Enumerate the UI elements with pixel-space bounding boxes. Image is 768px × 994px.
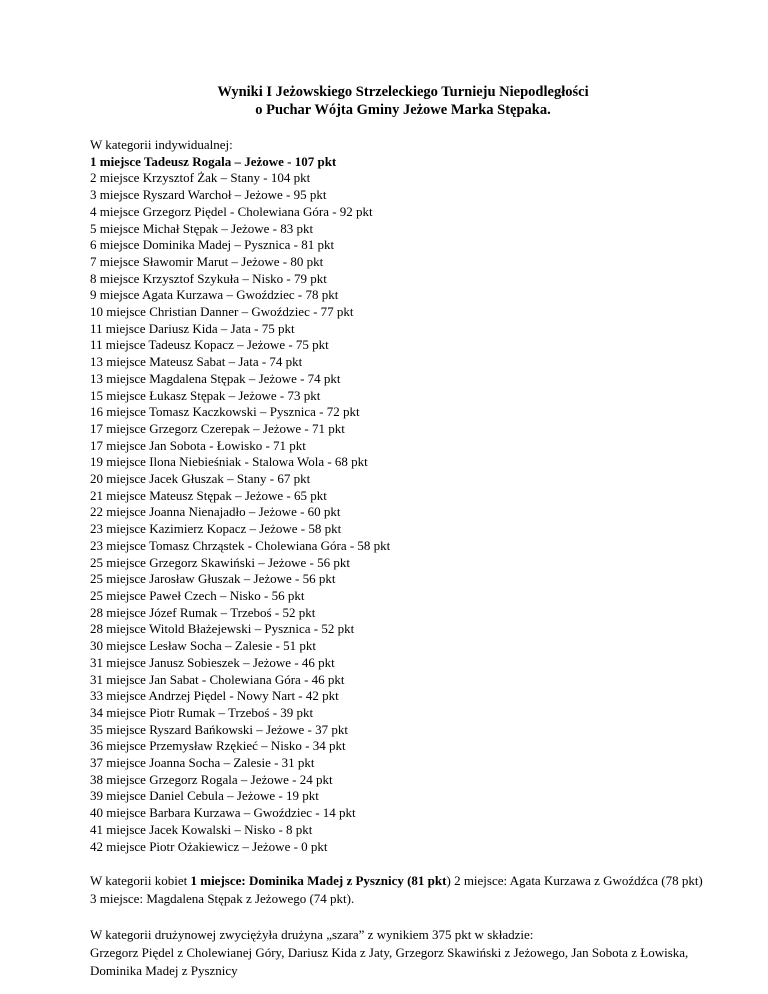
result-row: 9 miejsce Agata Kurzawa – Gwoździec - 78 pkt (90, 287, 339, 303)
result-row: 19 miejsce Ilona Niebieśniak - Stalowa Wola - 68 pkt (90, 454, 368, 470)
result-row: 23 miejsce Tomasz Chrząstek - Cholewiana Góra - 58 pkt (90, 537, 391, 553)
result-row: 1 miejsce Tadeusz Rogala – Jeżowe - 107 pkt (90, 153, 337, 169)
result-row: 17 miejsce Jan Sobota - Łowisko - 71 pkt (90, 437, 306, 453)
result-row: 2 miejsce Krzysztof Żak – Stany - 104 pkt (90, 170, 311, 186)
result-row: 39 miejsce Daniel Cebula – Jeżowe - 19 pkt (90, 788, 319, 804)
result-row: 6 miejsce Dominika Madej – Pysznica - 81 pkt (90, 237, 335, 253)
result-row: 7 miejsce Sławomir Marut – Jeżowe - 80 pkt (90, 253, 324, 269)
title-line-2: o Puchar Wójta Gminy Jeżowe Marka Stępaka. (255, 102, 551, 118)
individual-results (90, 137, 710, 855)
title-line-1: Wyniki I Jeżowskiego Strzeleckiego Turnieju Niepodległości (217, 84, 589, 100)
result-row: 11 miejsce Dariusz Kida – Jata - 75 pkt (90, 320, 295, 336)
women-winner: 1 miejsce: Dominika Madej z Pysznicy (81 pkt (190, 873, 447, 889)
result-row: 13 miejsce Mateusz Sabat – Jata - 74 pkt (90, 354, 303, 370)
result-row: 10 miejsce Christian Danner – Gwoździec - 77 pkt (90, 304, 354, 320)
document-title (90, 83, 710, 119)
result-row: 25 miejsce Grzegorz Skawiński – Jeżowe - 56 pkt (90, 554, 350, 570)
result-row: 22 miejsce Joanna Nienajadło – Jeżowe - 60 pkt (90, 504, 341, 520)
result-row: 21 miejsce Mateusz Stępak – Jeżowe - 65 pkt (90, 487, 327, 503)
result-row: 36 miejsce Przemysław Rzękieć – Nisko - 34 pkt (90, 738, 346, 754)
result-row: 31 miejsce Jan Sabat - Cholewiana Góra - 46 pkt (90, 671, 345, 687)
result-row: 23 miejsce Kazimierz Kopacz – Jeżowe - 58 pkt (90, 521, 342, 537)
result-row: 37 miejsce Joanna Socha – Zalesie - 31 pkt (90, 755, 315, 771)
team-category-paragraph (90, 926, 710, 981)
result-row: 28 miejsce Józef Rumak – Trzeboś - 52 pkt (90, 604, 316, 620)
result-row: 25 miejsce Paweł Czech – Nisko - 56 pkt (90, 587, 305, 603)
result-row: 11 miejsce Tadeusz Kopacz – Jeżowe - 75 pkt (90, 337, 329, 353)
individual-heading: W kategorii indywidualnej: (90, 137, 233, 152)
result-row: 40 miejsce Barbara Kurzawa – Gwoździec - 14 pkt (90, 805, 356, 821)
result-row: 42 miejsce Piotr Ożakiewicz – Jeżowe - 0 pkt (90, 838, 328, 854)
result-row: 31 miejsce Janusz Sobieszek – Jeżowe - 46 pkt (90, 654, 335, 670)
document-page (90, 83, 710, 980)
result-row: 13 miejsce Magdalena Stępak – Jeżowe - 74 pkt (90, 370, 341, 386)
result-row: 16 miejsce Tomasz Kaczkowski – Pysznica - 72 pkt (90, 404, 360, 420)
result-row: 28 miejsce Witold Błażejewski – Pysznica - 52 pkt (90, 621, 355, 637)
result-row: 41 miejsce Jacek Kowalski – Nisko - 8 pkt (90, 821, 313, 837)
women-category-paragraph (90, 872, 710, 908)
result-row: 20 miejsce Jacek Głuszak – Stany - 67 pkt (90, 471, 311, 487)
result-row: 3 miejsce Ryszard Warchoł – Jeżowe - 95 pkt (90, 187, 327, 203)
women-intro: W kategorii kobiet (90, 873, 191, 889)
result-row: 33 miejsce Andrzej Piędel - Nowy Nart - 42 pkt (90, 688, 339, 704)
result-row: 8 miejsce Krzysztof Szykuła – Nisko - 79 pkt (90, 270, 327, 286)
result-row: 30 miejsce Lesław Socha – Zalesie - 51 pkt (90, 638, 316, 654)
result-row: 38 miejsce Grzegorz Rogala – Jeżowe - 24 pkt (90, 771, 333, 787)
team-line-2: Grzegorz Piędel z Cholewianej Góry, Dariusz Kida z Jaty, Grzegorz Skawiński z Jeżowego, Jan Sobota z Łowiska, Dominika Madej z Pysznicy (90, 944, 689, 979)
result-row: 35 miejsce Ryszard Bańkowski – Jeżowe - 37 pkt (90, 721, 348, 737)
results-list (90, 154, 710, 856)
result-row: 4 miejsce Grzegorz Piędel - Cholewiana Góra - 92 pkt (90, 203, 373, 219)
team-line-1: W kategorii drużynowej zwyciężyła drużyna „szara” z wynikiem 375 pkt w składzie: (90, 926, 534, 942)
result-row: 5 miejsce Michał Stępak – Jeżowe - 83 pkt (90, 220, 314, 236)
result-row: 15 miejsce Łukasz Stępak – Jeżowe - 73 pkt (90, 387, 321, 403)
women-rest: ) 2 miejsce: Agata Kurzawa z Gwoźdźca (78 pkt) 3 miejsce: Magdalena Stępak z Jeżowego (74 pkt). (90, 873, 703, 907)
result-row: 34 miejsce Piotr Rumak – Trzeboś - 39 pkt (90, 704, 314, 720)
result-row: 17 miejsce Grzegorz Czerepak – Jeżowe - 71 pkt (90, 420, 345, 436)
result-row: 25 miejsce Jarosław Głuszak – Jeżowe - 56 pkt (90, 571, 336, 587)
